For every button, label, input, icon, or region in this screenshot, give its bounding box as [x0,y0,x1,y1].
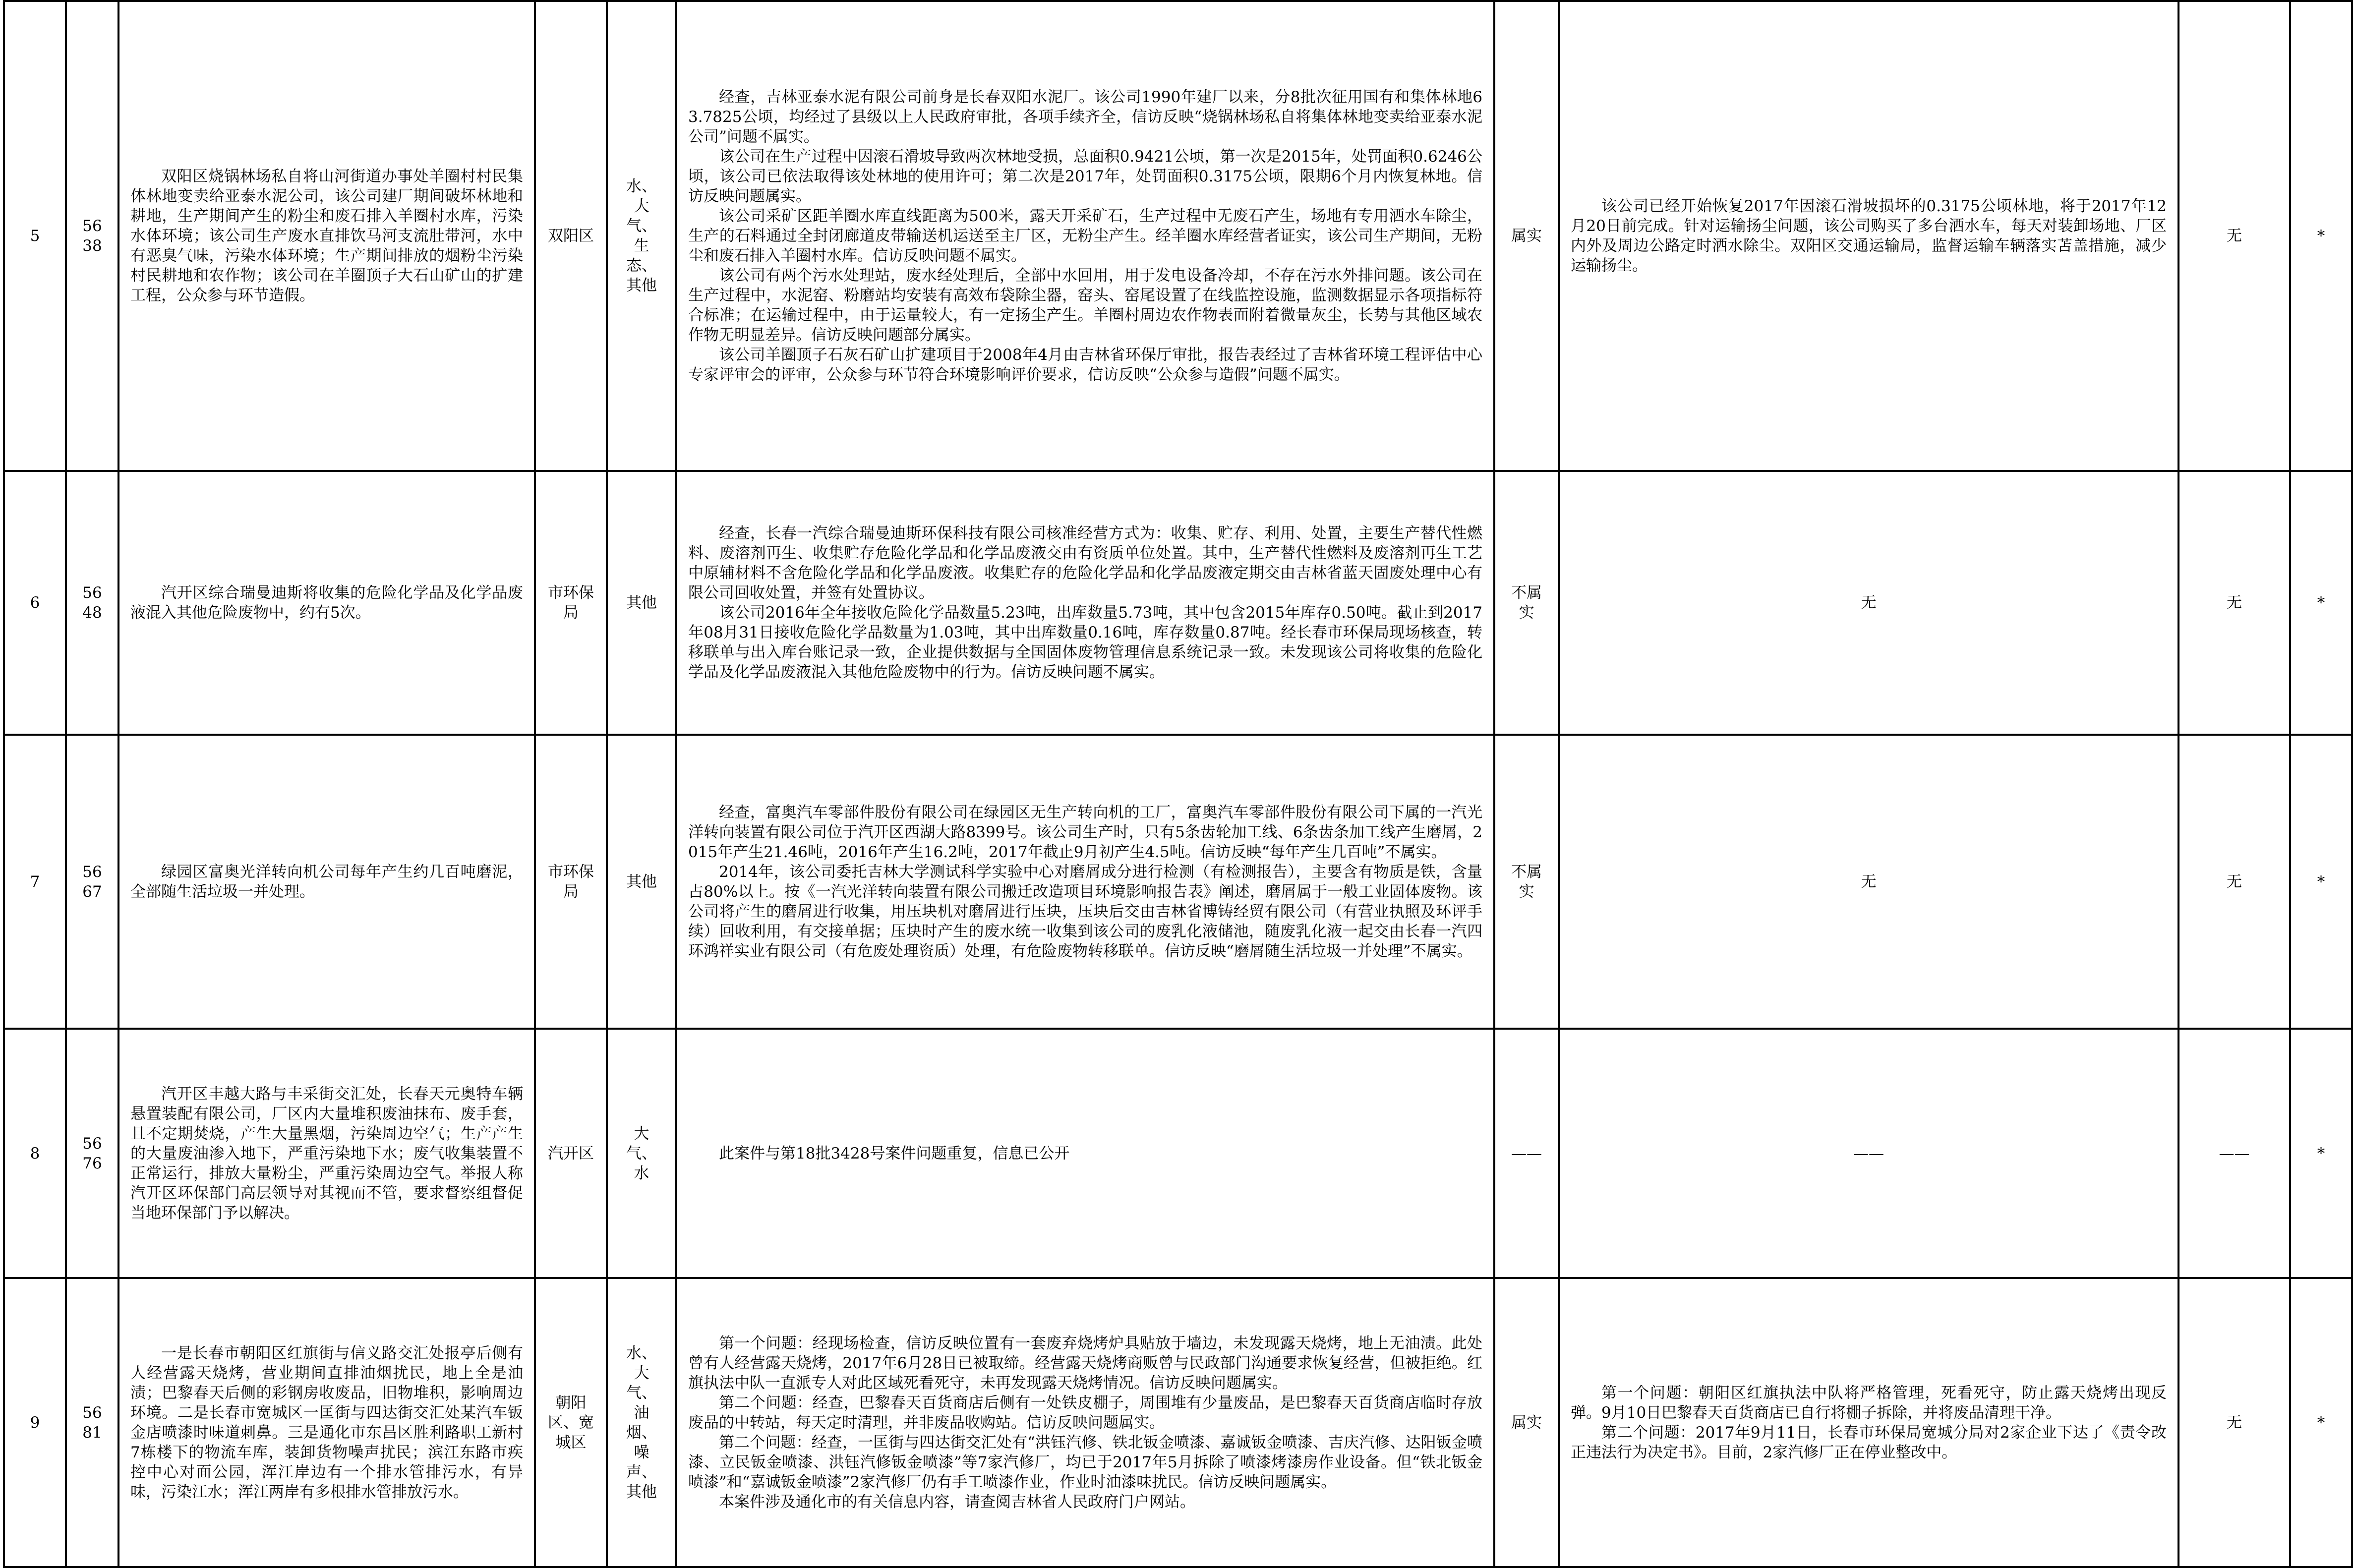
category: 其他 [607,735,676,1029]
mark: * [2290,1278,2352,1567]
district: 朝阳区、宽城区 [535,1278,607,1567]
findings [676,1029,1494,1278]
accountability: 无 [2178,1,2290,471]
finding-paragraph: 第二个问题：经查，一匡街与四达街交汇处有“洪钰汽修、铁北钣金喷漆、嘉诚钣金喷漆、吉庆汽修、达阳钣金喷漆、立民钣金喷漆、洪钰汽修钣金喷漆”等7家汽修厂，均已于2017年5月拆除了喷漆烤漆房作业设备。但“铁北钣金喷漆”和“嘉诚钣金喷漆”2家汽修厂仍有手工喷漆作业，作业时油漆味扰民。信访反映问题属实。 [688,1433,1482,1491]
table-row [4,1029,2352,1278]
verdict: 不属实 [1494,471,1559,735]
row-seq: 6 [4,471,66,735]
finding-paragraph: 该公司在生产过程中因滚石滑坡导致两次林地受损，总面积0.9421公顷，第一次是2015年，处罚面积0.6246公顷，该公司已依法取得该处林地的使用许可；第二次是2017年，处罚面积0.3175公顷，限期6个月内恢复林地。信访反映问题属实。 [688,148,1482,205]
table-row [4,1278,2352,1567]
finding-paragraph: 第二个问题：经查，巴黎春天百货商店后侧有一处铁皮棚子，周围堆有少量废品，是巴黎春天百货商店临时存放废品的中转站，每天定时清理，并非废品收购站。信访反映问题属实。 [688,1394,1482,1432]
complaint-text [118,735,535,1029]
finding-paragraph: 此案件与第18批3428号案件问题重复，信息已公开 [719,1144,1070,1162]
accountability: 无 [2178,735,2290,1029]
district: 市环保局 [535,735,607,1029]
district: 汽开区 [535,1029,607,1278]
case-id: 5638 [66,1,118,471]
complaint-text [118,1029,535,1278]
verdict: 属实 [1494,1278,1559,1567]
table-row [4,471,2352,735]
complaint-paragraph: 绿园区富奥光洋转向机公司每年产生约几百吨磨泥，全部随生活垃圾一并处理。 [130,863,523,901]
finding-paragraph: 该公司采矿区距羊圈水库直线距离为500米，露天开采矿石，生产过程中无废石产生，场地有专用洒水车除尘，生产的石料通过全封闭廊道皮带输送机运送至主厂区，无粉尘产生。经羊圈水库经营者证实，该公司生产期间，无粉尘和废石排入羊圈村水库。信访反映问题不属实。 [688,207,1482,265]
case-id: 5676 [66,1029,118,1278]
finding-paragraph: 该公司羊圈顶子石灰石矿山扩建项目于2008年4月由吉林省环保厅审批，报告表经过了吉林省环境工程评估中心专家评审会的评审，公众参与环节符合环境影响评价要求，信访反映“公众参与造假”问题不属实。 [688,346,1482,384]
mark: * [2290,735,2352,1029]
complaint-table [3,0,2353,1568]
finding-paragraph: 本案件涉及通化市的有关信息内容，请查阅吉林省人民政府门户网站。 [719,1493,1195,1511]
handling: —— [1559,1029,2178,1278]
verdict: —— [1494,1029,1559,1278]
row-seq: 9 [4,1278,66,1567]
row-seq: 7 [4,735,66,1029]
category: 大气、水 [607,1029,676,1278]
finding-paragraph: 该公司有两个污水处理站，废水经处理后，全部中水回用，用于发电设备冷却，不存在污水外排问题。该公司在生产过程中，水泥窑、粉磨站均安装有高效布袋除尘器，窑头、窑尾设置了在线监控设施，监测数据显示各项指标符合标准；在运输过程中，由于运量较大，有一定扬尘产生。羊圈村周边农作物表面附着微量灰尘，长势与其他区域农作物无明显差异。信访反映问题部分属实。 [688,267,1482,344]
findings [676,1278,1494,1567]
accountability: —— [2178,1029,2290,1278]
mark: * [2290,1029,2352,1278]
mark: * [2290,1,2352,471]
table-row [4,735,2352,1029]
handling-paragraph: 该公司已经开始恢复2017年因滚石滑坡损坏的0.3175公顷林地，将于2017年12月20日前完成。针对运输扬尘问题，该公司购买了多台洒水车，每天对装卸场地、厂区内外及周边公路定时洒水除尘。双阳区交通运输局，监督运输车辆落实苫盖措施，减少运输扬尘。 [1571,197,2167,275]
finding-paragraph: 经查，富奥汽车零部件股份有限公司在绿园区无生产转向机的工厂，富奥汽车零部件股份有限公司下属的一汽光洋转向装置有限公司位于汽开区西湖大路8399号。该公司生产时，只有5条齿轮加工线、6条齿条加工线产生磨屑，2015年产生21.46吨，2016年产生16.2吨，2017年截止9月初产生4.5吨。信访反映“每年产生几百吨”不属实。 [688,803,1482,861]
findings [676,1,1494,471]
verdict: 属实 [1494,1,1559,471]
row-seq: 5 [4,1,66,471]
category: 水、大气、油烟、噪声、其他 [607,1278,676,1567]
mark: * [2290,471,2352,735]
accountability: 无 [2178,471,2290,735]
handling-paragraph: 第二个问题：2017年9月11日，长春市环保局宽城分局对2家企业下达了《责令改正违法行为决定书》。目前，2家汽修厂正在停业整改中。 [1571,1423,2167,1461]
finding-paragraph: 该公司2016年全年接收危险化学品数量5.23吨，出库数量5.73吨，其中包含2015年库存0.50吨。截止到2017年08月31日接收危险化学品数量为1.03吨，其中出库数量0.16吨，库存数量0.87吨。经长春市环保局现场核查，转移联单与出入库台账记录一致，企业提供数据与全国固体废物管理信息系统记录一致。未发现该公司将收集的危险化学品及化学品废液混入其他危险废物中的行为。信访反映问题不属实。 [688,604,1482,681]
findings [676,471,1494,735]
complaint-paragraph: 汽开区综合瑞曼迪斯将收集的危险化学品及化学品废液混入其他危险废物中，约有5次。 [130,584,523,622]
district: 双阳区 [535,1,607,471]
case-id: 5681 [66,1278,118,1567]
complaint-paragraph: 汽开区丰越大路与丰采街交汇处，长春天元奥特车辆悬置装配有限公司，厂区内大量堆积废油抹布、废手套，且不定期焚烧，产生大量黑烟，污染周边空气；生产产生的大量废油渗入地下，严重污染地下水；废气收集装置不正常运行，排放大量粉尘，严重污染周边空气。举报人称汽开区环保部门高层领导对其视而不管，要求督察组督促当地环保部门予以解决。 [130,1085,523,1222]
complaint-paragraph: 一是长春市朝阳区红旗街与信义路交汇处报亭后侧有人经营露天烧烤，营业期间直排油烟扰民，地上全是油渍；巴黎春天后侧的彩钢房收废品，旧物堆积，影响周边环境。二是长春市宽城区一匡街与四达街交汇处某汽车钣金店喷漆时味道刺鼻。三是通化市东昌区胜利路职工新村7栋楼下的物流车库，装卸货物噪声扰民；滨江东路市疾控中心对面公园，浑江岸边有一个排水管排污水，有异味，污染江水；浑江两岸有多根排水管排放污水。 [130,1344,523,1501]
category: 水、大气、生态、其他 [607,1,676,471]
case-id: 5667 [66,735,118,1029]
handling: 无 [1559,471,2178,735]
handling [1559,1,2178,471]
case-id: 5648 [66,471,118,735]
complaint-text [118,1278,535,1567]
category: 其他 [607,471,676,735]
finding-paragraph: 经查，吉林亚泰水泥有限公司前身是长春双阳水泥厂。该公司1990年建厂以来，分8批次征用国有和集体林地63.7825公顷，均经过了县级以上人民政府审批，各项手续齐全，信访反映“烧锅林场私自将集体林地变卖给亚泰水泥公司”问题不属实。 [688,88,1482,146]
finding-paragraph: 第一个问题：经现场检查，信访反映位置有一套废弃烧烤炉具贴放于墙边，未发现露天烧烤，地上无油渍。此处曾有人经营露天烧烤，2017年6月28日已被取缔。经营露天烧烤商贩曾与民政部门沟通要求恢复经营，但被拒绝。红旗执法中队一直派专人对此区域死看死守，未再发现露天烧烤情况。信访反映问题属实。 [688,1334,1482,1392]
complaint-text [118,1,535,471]
complaint-text [118,471,535,735]
findings [676,735,1494,1029]
handling-paragraph: 第一个问题：朝阳区红旗执法中队将严格管理，死看死守，防止露天烧烤出现反弹。9月10日巴黎春天百货商店已自行将棚子拆除，并将废品清理干净。 [1571,1384,2167,1422]
accountability: 无 [2178,1278,2290,1567]
handling [1559,1278,2178,1567]
row-seq: 8 [4,1029,66,1278]
verdict: 不属实 [1494,735,1559,1029]
district: 市环保局 [535,471,607,735]
table-row [4,1,2352,471]
finding-paragraph: 经查，长春一汽综合瑞曼迪斯环保科技有限公司核准经营方式为：收集、贮存、利用、处置，主要生产替代性燃料、废溶剂再生、收集贮存危险化学品和化学品废液交由有资质单位处置。其中，生产替代性燃料及废溶剂再生工艺中原辅材料不含危险化学品和化学品废液。收集贮存的危险化学品和化学品废液定期交由吉林省蓝天固废处理中心有限公司回收处置，并签有处置协议。 [688,524,1482,602]
handling: 无 [1559,735,2178,1029]
finding-paragraph: 2014年，该公司委托吉林大学测试科学实验中心对磨屑成分进行检测（有检测报告），主要含有物质是铁，含量占80%以上。按《一汽光洋转向装置有限公司搬迁改造项目环境影响报告表》阐述，磨屑属于一般工业固体废物。该公司将产生的磨屑进行收集，用压块机对磨屑进行压块，压块后交由吉林省博铸经贸有限公司（有营业执照及环评手续）回收利用，有交接单据；压块时产生的废水统一收集到该公司的废乳化液储池，随废乳化液一起交由长春一汽四环鸿祥实业有限公司（有危废处理资质）处理，有危险废物转移联单。信访反映“磨屑随生活垃圾一并处理”不属实。 [688,863,1482,960]
complaint-paragraph: 双阳区烧锅林场私自将山河街道办事处羊圈村村民集体林地变卖给亚泰水泥公司，该公司建厂期间破坏林地和耕地，生产期间产生的粉尘和废石排入羊圈村水库，污染水体环境；该公司生产废水直排饮马河支流肚带河，水中有恶臭气味，污染水体环境；生产期间排放的烟粉尘污染村民耕地和农作物；该公司在羊圈顶子大石山矿山的扩建工程，公众参与环节造假。 [130,168,523,304]
